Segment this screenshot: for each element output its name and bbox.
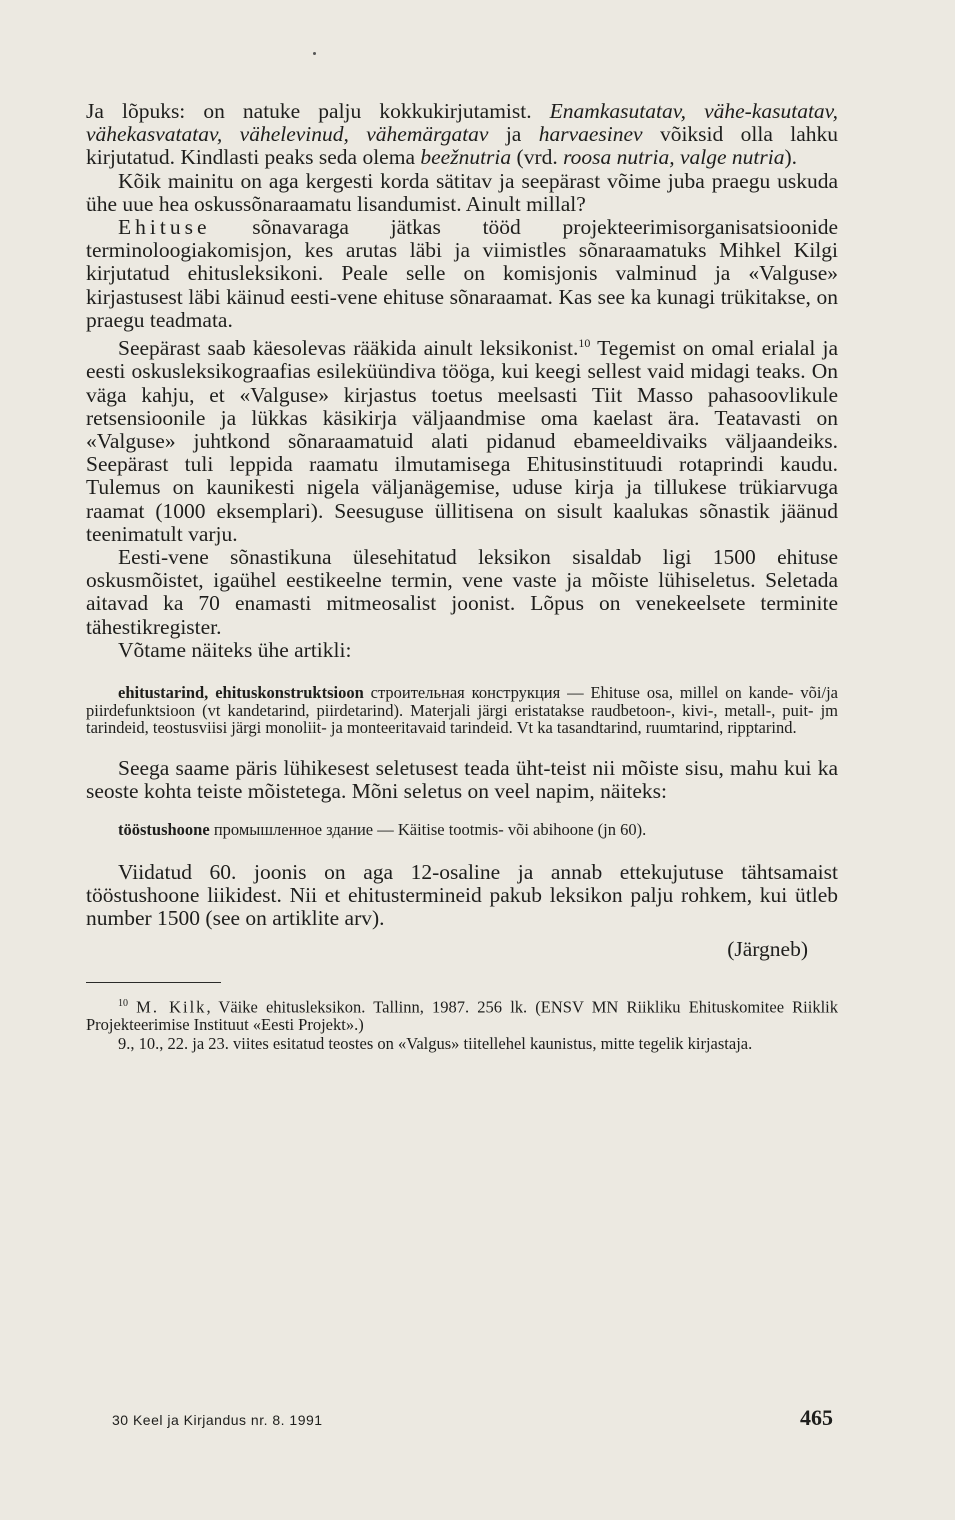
- journal-signature: 30 Keel ja Kirjandus nr. 8. 1991: [112, 1412, 323, 1428]
- footnote-1: [86, 995, 838, 1034]
- paragraph-8: Viidatud 60. joonis on aga 12-osaline ja annab ettekujutuse tähtsamaist tööstushoone liikidest. Nii et ehitustermineid pakub leksikon palju rohkem, kui ütleb number 1500 (see on artiklite arv).: [86, 859, 838, 931]
- paragraph-6: Võtame näiteks ühe artikli:: [118, 637, 352, 662]
- footnote-1-number: 10: [118, 997, 128, 1009]
- footnote-divider: [86, 982, 221, 983]
- example2-text: промышленное здание — Käitise tootmis- või abihoone (jn 60).: [209, 819, 647, 839]
- paragraph-1: [86, 100, 838, 170]
- footnote-1-text: , Väike ehitusleksikon. Tallinn, 1987. 256 lk. (ENSV MN Riikliku Ehituskomitee Riiklik Projekteerimise Instituut «Eesti Projekt».): [86, 997, 838, 1034]
- paragraph-7: Seega saame päris lühikesest seletusest teada üht-teist nii mõiste sisu, mahu kui ka seoste kohta teiste mõistetega. Mõni seletus on veel napim, näiteks:: [86, 755, 838, 803]
- example1-text: строительная конструкция — Ehituse osa, millel on kande- või/ja piirdefunktsioon (vt kandetarind, piirdetarind). Materjali järgi eristatakse raudbetoon-, kivi-, metall-, puit- jm tarindeid, teostusviisi järgi monoliit- ja monteeritavaid tarindeid. Vt ka tasandtarind, ruumtarind, ripptarind.: [86, 683, 838, 738]
- paragraph-2: Kõik mainitu on aga kergesti korda sätitav ja seepärast võime juba praegu uskuda ühe uue hea oskussõnaraamatu lisandumist. Ainult millal?: [86, 168, 838, 216]
- example-article-2: [86, 821, 838, 839]
- p3-spaced-word: Ehituse: [118, 215, 211, 240]
- p1-italic-term4: roosa nutria, valge nutria: [563, 145, 785, 170]
- p1-italic-terms: Enamkasutatav, vähe-kasutatav, vähekasvatatav, vähelevinud, vähemärgatav: [86, 99, 838, 147]
- footnote-1-author: M. Kilk: [136, 997, 207, 1017]
- example1-term: ehitustarind, ehituskonstruktsioon: [118, 683, 364, 703]
- p1-text: Ja lõpuks: on natuke palju kokkukirjutamist.: [86, 99, 550, 123]
- p3-text: sõnavaraga jätkas tööd projekteerimisorganisatsioonide terminoloogiakomisjon, kes arutas läbi ja viimistles sõnaraamatuks Mihkel Kilgi kirjutatud ehitusleksikoni. Peale selle on komisjonis valminud ja «Valguse» kirjastusest läbi käinud eesti-vene ehituse sõnaraamat. Kas see ka kunagi trükitakse, on praegu teadmata.: [86, 215, 838, 332]
- p1-italic-term3: beežnutria: [420, 145, 512, 170]
- page-number: 465: [800, 1405, 833, 1430]
- text-column: [86, 100, 838, 1053]
- p1-text-mid: ja: [488, 122, 539, 147]
- p1-text-mid3: (vrd.: [511, 145, 564, 170]
- example-article-1: [86, 684, 838, 737]
- p1-italic-term2: harvaesinev: [538, 122, 643, 147]
- example2-term: tööstushoone: [118, 819, 210, 839]
- print-mark: [313, 52, 316, 55]
- p1-text-mid2: võiksid olla lahku kirjutatud. Kindlasti peaks seda olema: [86, 122, 838, 170]
- p4-text: Tegemist on omal erialal ja eesti oskusleksikograafias esileküündiva tööga, kui keegi sellest vaid midagi teaks. On väga kahju, et «Valguse» kirjastus toetus meelsasti Tiit Masso pahasoovlikule retsensioonile ja lükkas käsikirja väljaandmise oma kaelast ära. Teatavasti on «Valguse» juhtkond sõnaraamatuid alati pidanud ebameeldivaiks väljaandeiks. Seepärast tuli leppida raamatu ilmutamisega Ehitusinstituudi rotaprindi kaudu. Tulemus on kaunikesti nigela väljanägemise, uduse kirja ja tillukese trükiarvuga raamat (1000 eksemplari). Seesuguse üllitisena on sisult kaalukas sõnastik jäänud teenimatult varju.: [86, 336, 838, 546]
- p4-text-start: Seepärast saab käesolevas rääkida ainult leksikonist.: [118, 336, 579, 361]
- p1-text-end: ).: [784, 145, 798, 170]
- paragraph-4: [86, 332, 838, 546]
- footnote-ref: 10: [578, 336, 591, 351]
- paragraph-3: [86, 216, 838, 332]
- footnote-2: 9., 10., 22. ja 23. viites esitatud teostes on «Valgus» tiitellehel kaunistus, mitte tegelik kirjastaja.: [118, 1034, 753, 1054]
- paragraph-5: Eesti-vene sõnastikuna ülesehitatud leksikon sisaldab ligi 1500 ehituse oskusmõistet, igaühel eestikeelne termin, vene vaste ja mõiste lühiseletus. Seletada aitavad ka 70 enamasti mitmeosalist joonist. Lõpus on venekeelsete terminite tähestikregister.: [86, 545, 838, 639]
- continued-note: (Järgneb): [727, 936, 808, 961]
